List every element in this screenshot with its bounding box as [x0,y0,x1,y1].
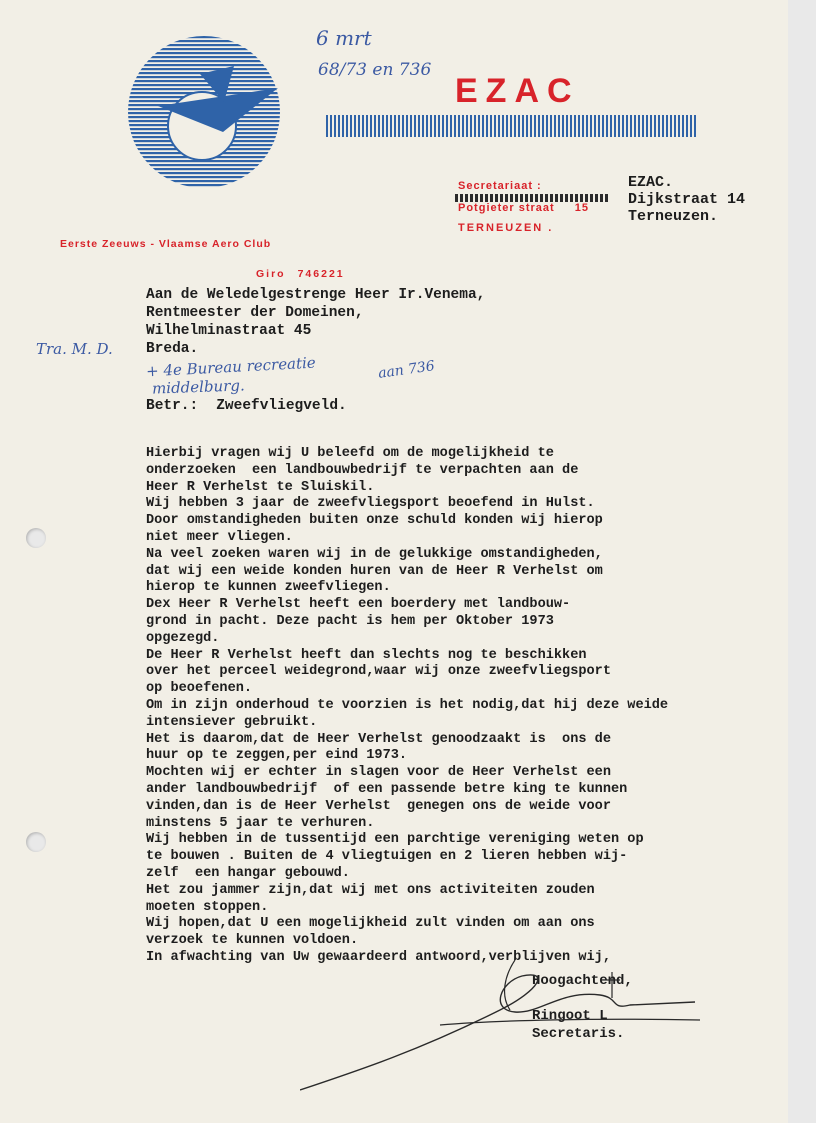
paper-edge [788,0,816,1123]
body-line: niet meer vliegen. [146,529,293,545]
body-line: minstens 5 jaar te verhuren. [146,815,375,831]
secretariat-street: Potgieter straat 15 [458,202,589,214]
body-line: Het zou jammer zijn,dat wij met ons activiteiten zouden [146,882,595,898]
letter-body [146,446,668,967]
handwritten-annotation: middelburg. [151,376,245,398]
body-line: Door omstandigheden buiten onze schuld konden wij hierop [146,513,603,529]
body-line: zelf een hangar gebouwd. [146,865,350,881]
handwritten-signature-icon [300,950,720,1100]
body-line: Wij hopen,dat U een mogelijkheid zult vinden om aan ons [146,916,595,932]
body-line: Wij hebben in de tussentijd een parchtige vereniging weten op [146,832,644,848]
handwritten-annotation: aan 736 [377,358,436,382]
signatory-name: Ringoot L [532,1008,608,1024]
body-line: huur op te zeggen,per eind 1973. [146,748,408,764]
recipient-address [146,286,485,358]
body-line: In afwachting van Uw gewaardeerd antwoord,verblijven wij, [146,949,611,965]
body-line: te bouwen . Buiten de 4 vliegtuigen en 2 lieren hebben wij- [146,849,628,865]
club-name: Eerste Zeeuws - Vlaamse Aero Club [60,238,272,250]
address-line: Dijkstraat 14 [628,191,746,208]
body-line: verzoek te kunnen voldoen. [146,933,359,949]
struck-out-line [455,194,610,202]
recipient-line: Rentmeester der Domeinen, [146,305,364,321]
body-line: moeten stoppen. [146,899,269,915]
body-line: onderzoeken een landbouwbedrijf te verpachten aan de [146,462,579,478]
recipient-line: Breda. [146,341,199,357]
signatory-role: Secretaris. [532,1026,625,1042]
typed-sender-address [628,174,745,225]
body-line: Hierbij vragen wij U beleefd om de mogelijkheid te [146,446,554,461]
giro-number: Giro 746221 [256,268,345,280]
body-line: De Heer R Verhelst heeft dan slechts nog te beschikken [146,647,587,663]
recipient-line: Aan de Weledelgestrenge Heer Ir.Venema, [146,287,486,303]
body-line: Om in zijn onderhoud te voorzien is het nodig,dat hij deze weide [146,697,669,713]
body-line: intensiever gebruikt. [146,714,318,730]
brand-stripe-bar [326,115,696,137]
body-line: ander landbouwbedrijf of een passende betre king te kunnen [146,781,628,797]
punch-hole [26,832,46,852]
brand-title: EZAC [455,72,580,110]
address-line: Terneuzen. [628,208,719,225]
handwritten-margin-note: Tra. M. D. [36,340,113,358]
recipient-line: Wilhelminastraat 45 [146,323,312,339]
address-line: EZAC. [628,174,674,191]
body-line: opgezegd. [146,630,220,646]
body-line: vinden,dan is de Heer Verhelst genegen ons de weide voor [146,798,611,814]
body-line: dat wij een weide konden huren van de Heer R Verhelst om [146,563,603,579]
handwritten-reference: 68/73 en 736 [318,60,432,80]
closing-greeting: Hoogachtend, [532,973,633,989]
body-line: Mochten wij er echter in slagen voor de Heer Verhelst een [146,765,611,781]
secretariat-city: TERNEUZEN . [458,222,554,234]
body-line: over het perceel weidegrond,waar wij onze zweefvliegsport [146,664,611,680]
secretariat-label: Secretariaat : [458,180,542,192]
body-line: Dex Heer R Verhelst heeft een boerdery met landbouw- [146,597,571,613]
body-line: Na veel zoeken waren wij in de gelukkige omstandigheden, [146,546,603,562]
club-logo-icon [128,36,280,188]
body-line: hierop te kunnen zweefvliegen. [146,580,391,596]
body-line: Heer R Verhelst te Sluiskil. [146,479,375,495]
body-line: op beoefenen. [146,681,253,697]
handwritten-annotation: + 4e Bureau recreatie [145,353,317,381]
body-line: Wij hebben 3 jaar de zweefvliegsport beoefend in Hulst. [146,496,595,512]
handwritten-date: 6 mrt [316,26,372,50]
body-line: Het is daarom,dat de Heer Verhelst genoodzaakt is ons de [146,731,611,747]
body-line: grond in pacht. Deze pacht is hem per Oktober 1973 [146,613,554,629]
subject-line: Betr.: Zweefvliegveld. [146,398,347,414]
punch-hole [26,528,46,548]
